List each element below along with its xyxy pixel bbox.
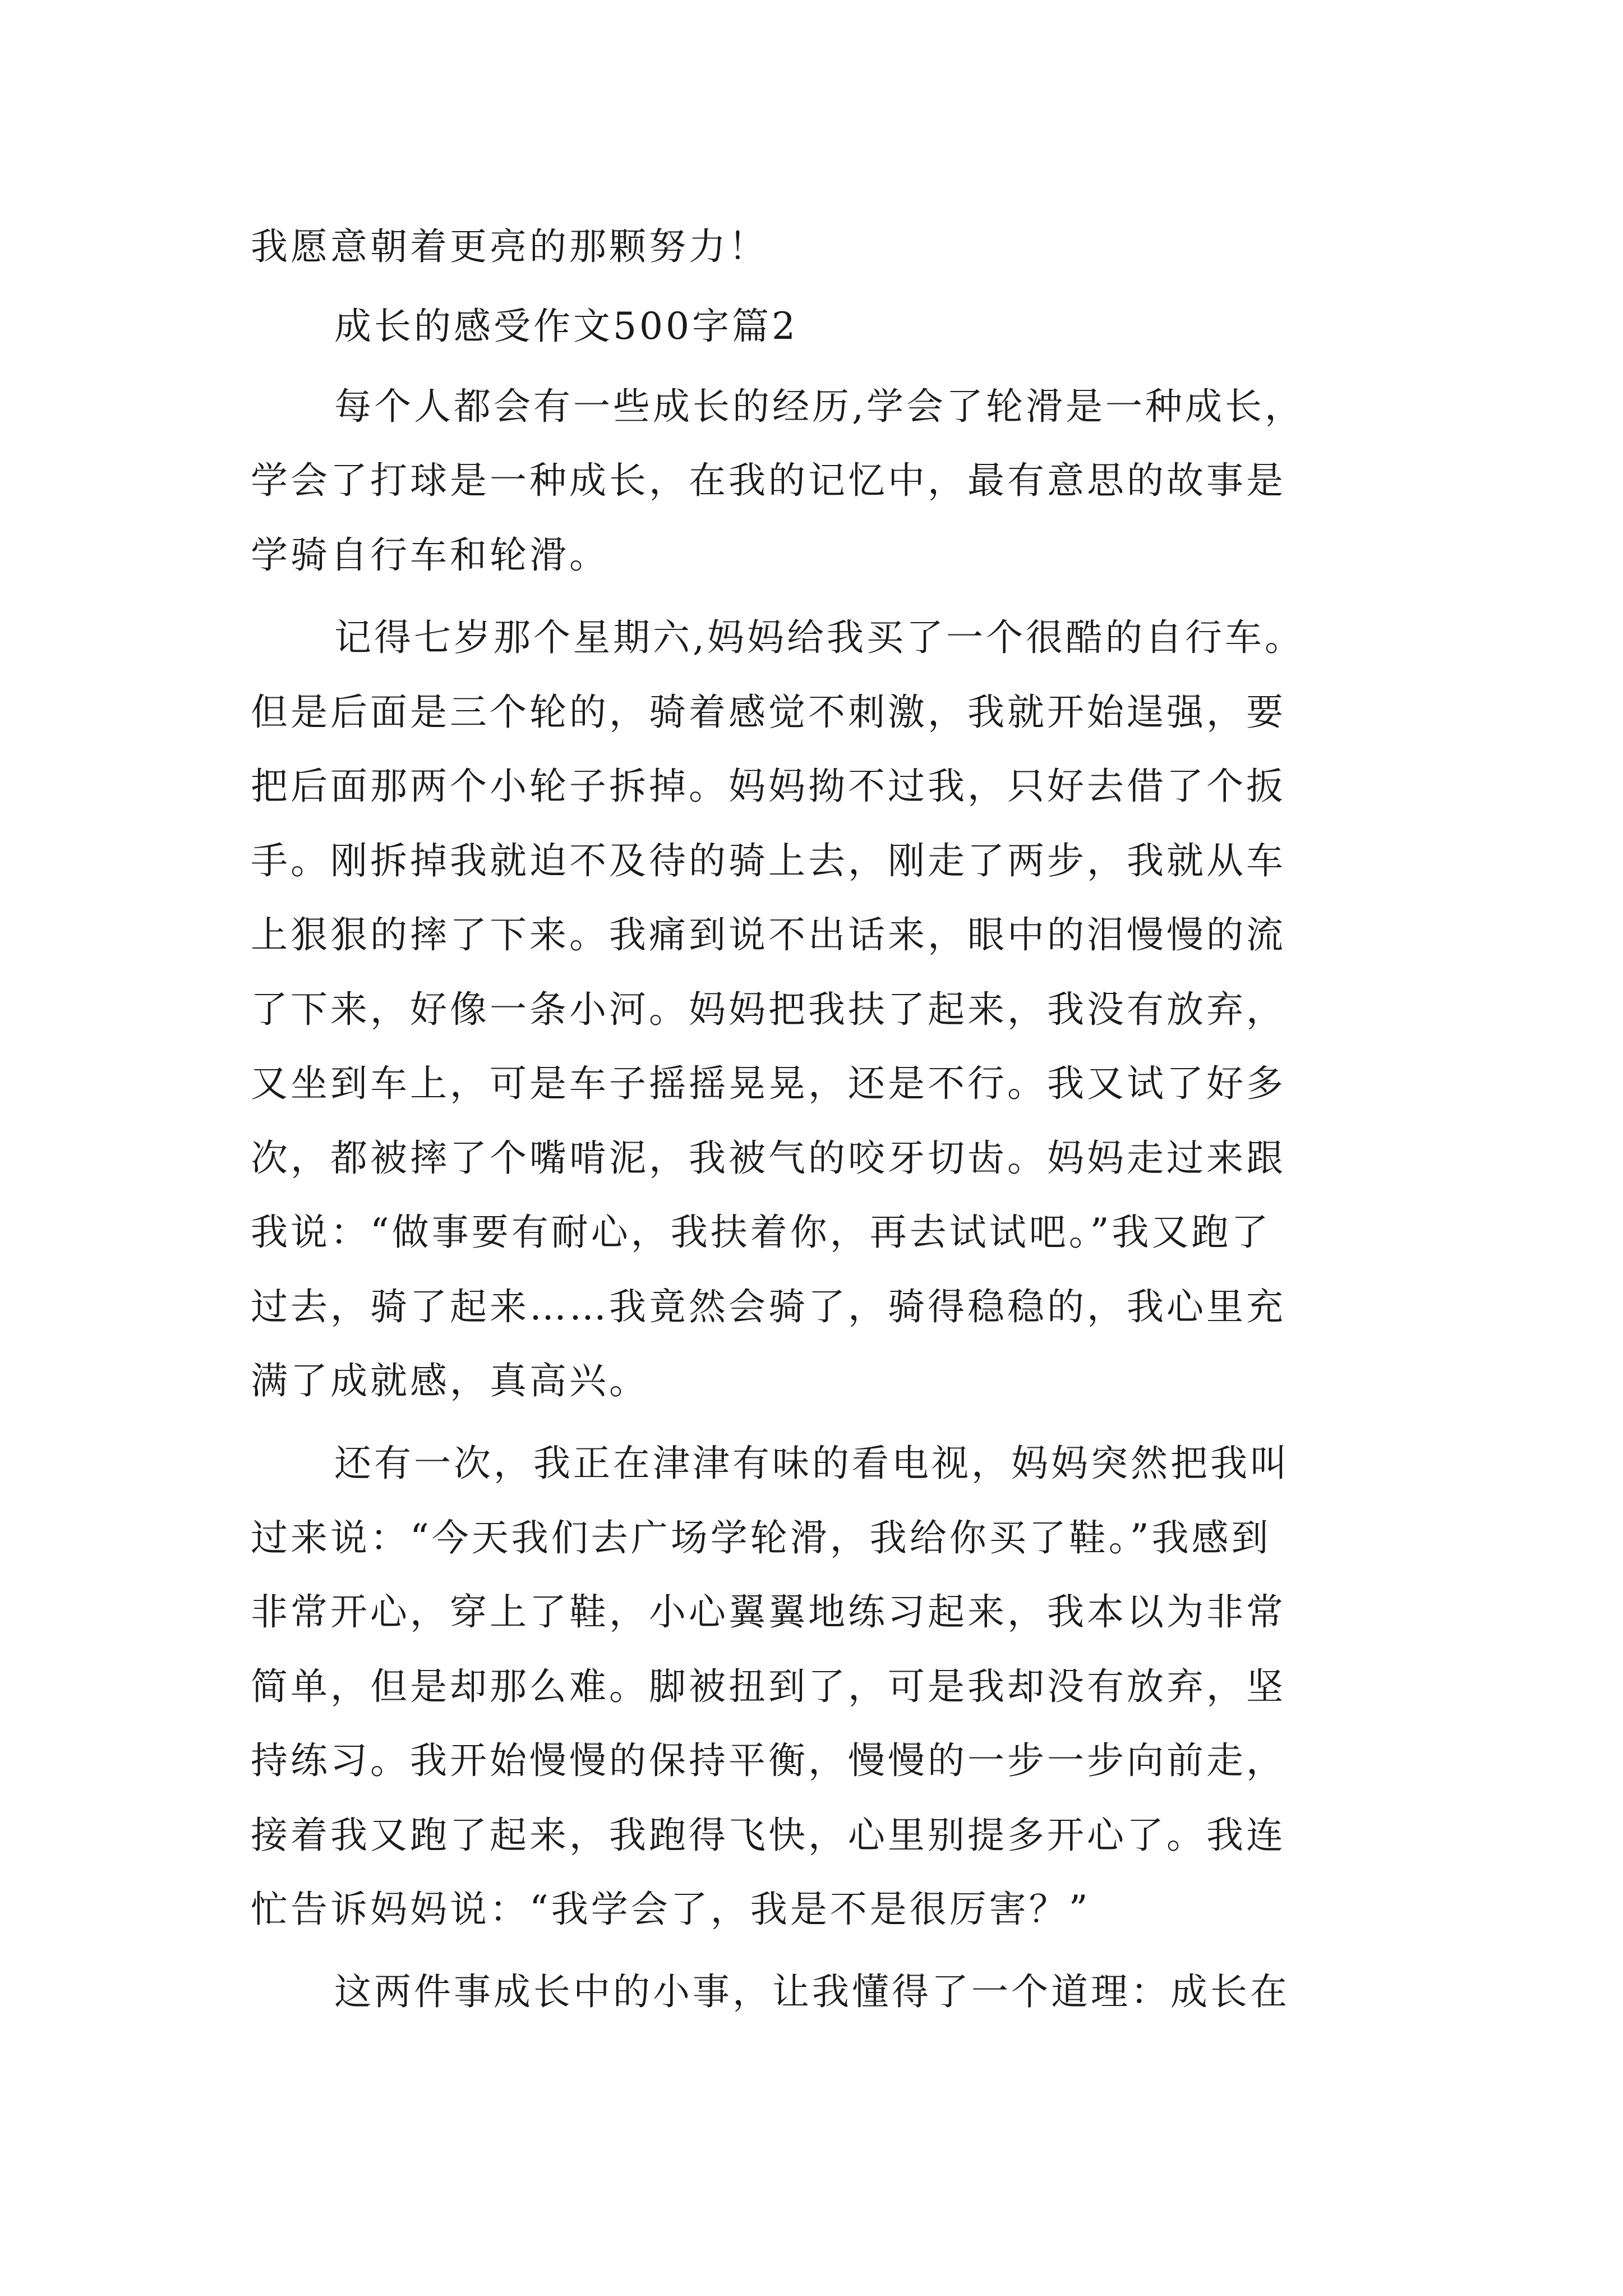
text-line: 过去，骑了起来……我竟然会骑了，骑得稳稳的，我心里充 [251,1285,1286,1328]
text-line: 但是后面是三个轮的，骑着感觉不刺激，我就开始逞强，要 [251,691,1286,734]
section-heading: 成长的感受作文500字篇2 [334,305,798,348]
text-line: 我愿意朝着更亮的那颗努力！ [251,225,768,268]
text-line: 非常开心，穿上了鞋，小心翼翼地练习起来，我本以为非常 [251,1590,1286,1634]
text-line: 这两件事成长中的小事，让我懂得了一个道理：成长在 [334,1970,1290,2013]
text-line: 持练习。我开始慢慢的保持平衡，慢慢的一步一步向前走， [251,1739,1286,1782]
text-line: 简单，但是却那么难。脚被扭到了，可是我却没有放弃，坚 [251,1665,1286,1708]
text-line: 还有一次，我正在津津有味的看电视，妈妈突然把我叫 [334,1442,1290,1485]
text-line: 过来说：“今天我们去广场学轮滑，我给你买了鞋。”我感到 [251,1516,1271,1559]
text-line: 每个人都会有一些成长的经历,学会了轮滑是一种成长， [334,385,1304,428]
text-line: 接着我又跑了起来，我跑得飞快，心里别提多开心了。我连 [251,1814,1286,1857]
text-line: 学会了打球是一种成长，在我的记忆中，最有意思的故事是 [251,459,1286,502]
text-line: 把后面那两个小轮子拆掉。妈妈拗不过我，只好去借了个扳 [251,765,1286,808]
text-line: 满了成就感，真高兴。 [251,1359,649,1402]
text-line: 上狠狠的摔了下来。我痛到说不出话来，眼中的泪慢慢的流 [251,913,1286,956]
text-line: 又坐到车上，可是车子摇摇晃晃，还是不行。我又试了好多 [251,1062,1286,1105]
text-line: 学骑自行车和轮滑。 [251,533,609,577]
text-line: 忙告诉妈妈说：“我学会了，我是不是很厉害？” [251,1888,1091,1931]
text-line: 了下来，好像一条小河。妈妈把我扶了起来，我没有放弃， [251,988,1286,1031]
text-line: 我说：“做事要有耐心，我扶着你，再去试试吧。”我又跑了 [251,1211,1271,1254]
text-line: 次，都被摔了个嘴啃泥，我被气的咬牙切齿。妈妈走过来跟 [251,1137,1286,1180]
text-line: 记得七岁那个星期六,妈妈给我买了一个很酷的自行车。 [334,616,1304,659]
text-line: 手。刚拆掉我就迫不及待的骑上去，刚走了两步，我就从车 [251,839,1286,882]
